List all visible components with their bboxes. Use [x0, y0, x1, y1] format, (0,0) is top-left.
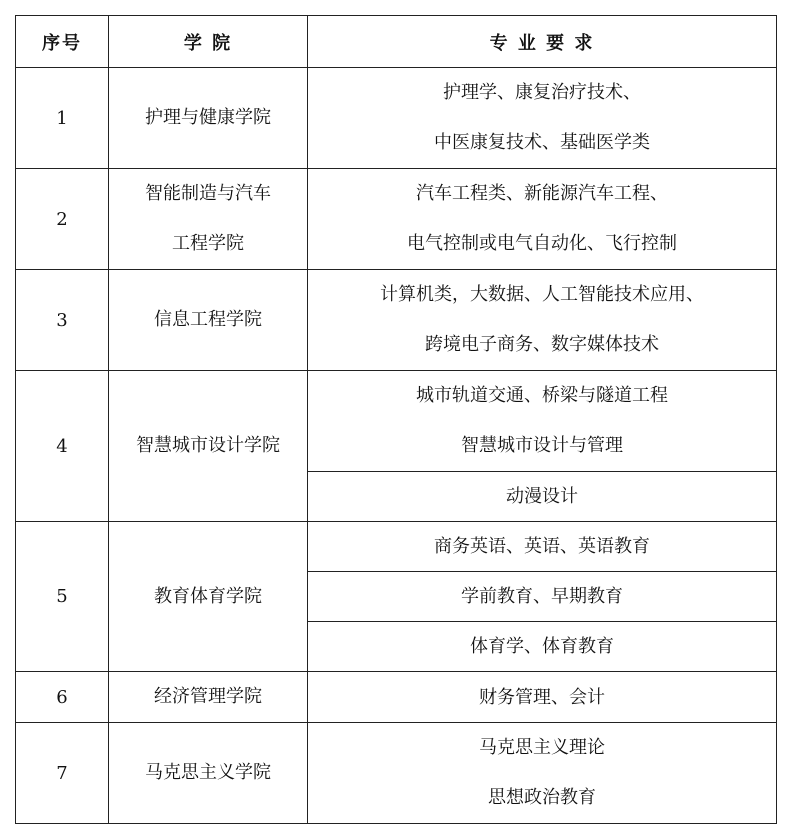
major-line: 城市轨道交通、桥梁与隧道工程: [416, 385, 668, 406]
row-index: 7: [16, 723, 109, 824]
major-cell: [308, 522, 777, 572]
college-name-line: 经济管理学院: [154, 686, 262, 707]
major-cell: [308, 723, 777, 824]
major-cell: [308, 622, 777, 672]
college-cell: [109, 68, 308, 169]
major-line: 动漫设计: [506, 486, 578, 507]
major-cell: [308, 169, 777, 270]
college-name-line: 智能制造与汽车: [145, 183, 271, 204]
college-name-line: 马克思主义学院: [145, 762, 271, 783]
table-row: [16, 371, 777, 472]
major-line: 汽车工程类、新能源汽车工程、: [416, 183, 668, 204]
major-cell: [308, 270, 777, 371]
college-cell: [109, 522, 308, 672]
row-index: 2: [16, 169, 109, 270]
major-line: 学前教育、早期教育: [461, 586, 623, 607]
major-line: 电气控制或电气自动化、飞行控制: [407, 233, 677, 254]
major-line: 计算机类，大数据、人工智能技术应用、: [380, 284, 704, 305]
header-index: 序号: [16, 16, 109, 68]
college-name-line: 教育体育学院: [154, 585, 262, 607]
row-index: 6: [16, 672, 109, 723]
college-name-line: 护理与健康学院: [145, 107, 271, 128]
major-line: 商务英语、英语、英语教育: [434, 536, 650, 557]
row-index: 1: [16, 68, 109, 169]
requirements-table-container: [15, 15, 777, 824]
table-row: [16, 169, 777, 270]
college-name-line: 工程学院: [172, 233, 244, 254]
header-major: 专 业 要 求: [308, 16, 777, 68]
row-index: 4: [16, 371, 109, 522]
college-cell: [109, 672, 308, 723]
college-name-line: 智慧城市设计学院: [136, 435, 280, 456]
college-name-line: 信息工程学院: [154, 309, 262, 330]
major-cell: [308, 672, 777, 723]
major-cell: [308, 371, 777, 472]
major-line: 马克思主义理论: [479, 737, 605, 758]
row-index: 5: [16, 522, 109, 672]
college-cell: [109, 371, 308, 522]
table-row: [16, 522, 777, 572]
table-row: [16, 723, 777, 824]
header-row: [16, 16, 777, 68]
major-cell: [308, 472, 777, 522]
major-line: 中医康复技术、基础医学类: [434, 132, 650, 153]
header-college: 学 院: [109, 16, 308, 68]
major-cell: [308, 572, 777, 622]
table-row: [16, 270, 777, 371]
college-cell: [109, 169, 308, 270]
major-line: 体育学、体育教育: [470, 636, 614, 657]
college-cell: [109, 723, 308, 824]
major-line: 思想政治教育: [488, 787, 596, 808]
table-row: [16, 68, 777, 169]
requirements-table: [15, 15, 777, 824]
college-cell: [109, 270, 308, 371]
major-line: 智慧城市设计与管理: [461, 435, 623, 456]
major-line: 财务管理、会计: [479, 686, 605, 708]
major-cell: [308, 68, 777, 169]
table-row: [16, 672, 777, 723]
row-index: 3: [16, 270, 109, 371]
major-line: 跨境电子商务、数字媒体技术: [425, 334, 659, 355]
table-body: [16, 68, 777, 824]
major-line: 护理学、康复治疗技术、: [443, 82, 641, 103]
